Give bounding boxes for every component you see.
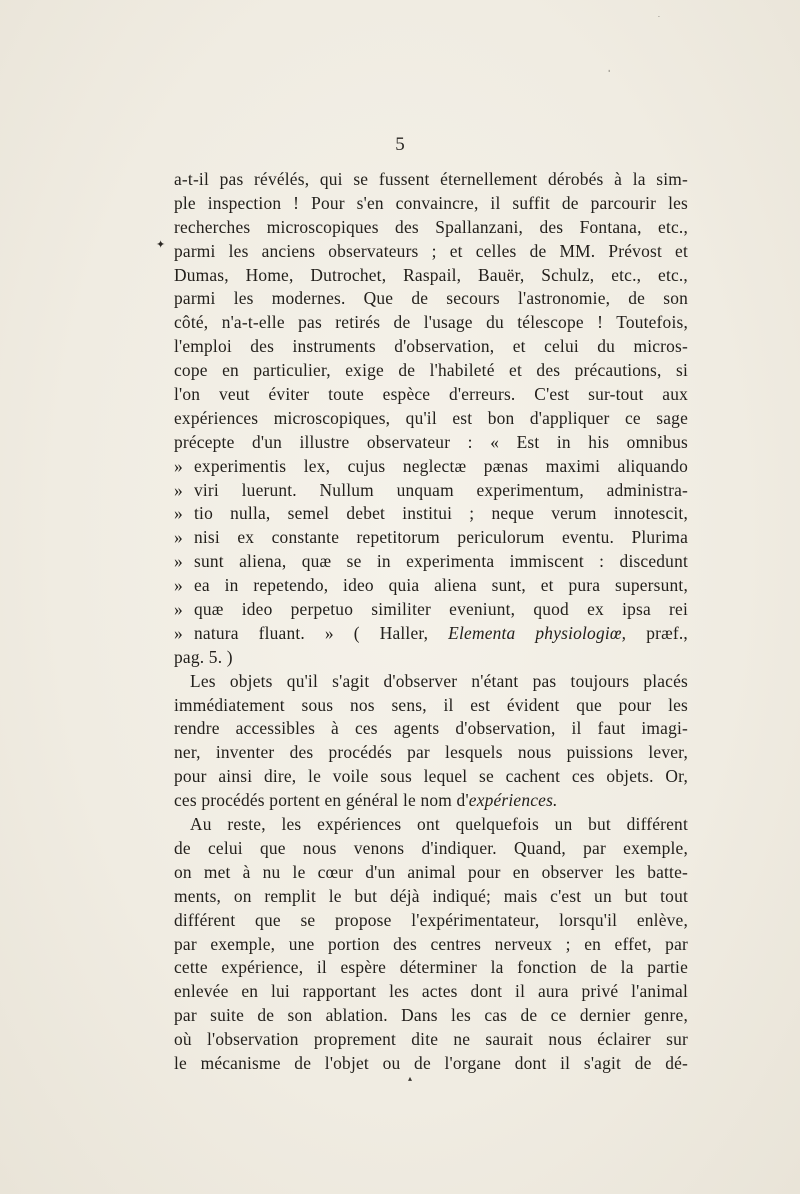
quote-line (174, 479, 688, 503)
citation-end: pag. 5. ) (174, 646, 233, 667)
quote-mark: » (174, 551, 183, 572)
quote-text: experimentis lex, cujus neglectæ pænas maximi aliquando (194, 455, 688, 476)
citation-before: natura fluant. » ( Haller, (194, 622, 429, 643)
text-line: où l'observation proprement dite ne saurait nous éclairer sur (174, 1029, 688, 1050)
text-line: immédiatement sous nos sens, il est évident que pour les (174, 694, 688, 715)
quote-mark: » (174, 599, 183, 620)
text-line: rendre accessibles à ces agents d'observation, il faut imagi- (174, 718, 688, 739)
text-line: recherches microscopiques des Spallanzani, des Fontana, etc., (174, 216, 688, 237)
quote-line (174, 455, 688, 479)
quote-line (174, 550, 688, 574)
citation-title: Elementa physiologiœ, (448, 622, 627, 643)
text-line: a-t-il pas révélés, qui se fussent éternellement dérobés à la sim- (174, 169, 688, 189)
text-line: Au reste, les expériences ont quelquefois un but différent (190, 814, 688, 835)
text-line: parmi les modernes. Que de secours l'astronomie, de son (174, 288, 688, 309)
quote-mark: » (174, 575, 183, 596)
quote-mark: » (174, 503, 183, 524)
body-text (174, 168, 688, 1076)
citation-text (194, 622, 688, 646)
text-line: précepte d'un illustre observateur : « Est in his omnibus (174, 431, 688, 452)
quote-text: quæ ideo perpetuo similiter eveniunt, quod ex ipsa rei (194, 599, 688, 620)
ink-speck: · (658, 14, 660, 21)
text-line: l'emploi des instruments d'observation, et celui du micros- (174, 336, 688, 357)
text-line: Les objets qu'il s'agit d'observer n'étant pas toujours placés (190, 670, 688, 691)
quote-line (174, 598, 688, 622)
quote-mark: » (174, 455, 183, 476)
quote-mark: » (174, 622, 183, 643)
quote-text: ea in repetendo, ideo quia aliena sunt, et pura supersunt, (194, 575, 688, 596)
quote-mark: » (174, 527, 183, 548)
text-line (174, 789, 688, 813)
text-line: différent que se propose l'expérimentateur, lorsqu'il enlève, (174, 909, 688, 930)
text-line: enlevée en lui rapportant les actes dont il aura privé l'animal (174, 981, 688, 1002)
text-line: par exemple, une portion des centres nerveux ; en effet, par (174, 933, 688, 954)
text-line: l'on veut éviter toute espèce d'erreurs. C'est sur-tout aux (174, 384, 688, 405)
quote-line (174, 526, 688, 550)
text-line: Dumas, Home, Dutrochet, Raspail, Bauër, Schulz, etc., etc., (174, 264, 688, 285)
page-number: 5 (395, 134, 405, 155)
text-line: expériences microscopiques, qu'il est bon d'appliquer ce sage (174, 407, 688, 428)
quote-line (174, 502, 688, 526)
text-line: côté, n'a-t-elle pas retirés de l'usage du télescope ! Toutefois, (174, 312, 688, 333)
text-line: pour ainsi dire, le voile sous lequel se cachent ces objets. Or, (174, 766, 688, 787)
quote-text: sunt aliena, quæ se in experimenta immiscent : discedunt (194, 551, 688, 572)
text-line: ments, on remplit le but déjà indiqué; mais c'est un but tout (174, 885, 688, 906)
quote-line (174, 574, 688, 598)
text-line: ple inspection ! Pour s'en convaincre, il suffit de parcourir les (174, 192, 688, 213)
text-line: cette expérience, il espère déterminer la fonction de la partie (174, 957, 688, 978)
citation-after: præf., (646, 622, 688, 643)
quote-text: tio nulla, semel debet institui ; neque verum innotescit, (194, 503, 688, 524)
ink-speck: ˌ (608, 64, 611, 73)
text-line: parmi les anciens observateurs ; et celles de MM. Prévost et (174, 240, 688, 261)
emphasized-term: expériences. (468, 790, 558, 811)
text-line: on met à nu le cœur d'un animal pour en observer les batte- (174, 861, 688, 882)
quote-text: viri luerunt. Nullum unquam experimentum, administra- (194, 479, 688, 500)
text-line: ner, inventer des procédés par lesquels nous puissions lever, (174, 742, 688, 763)
ink-speck: ▴ (408, 1074, 413, 1083)
quote-mark: » (174, 479, 183, 500)
margin-mark: ✦ (156, 238, 166, 251)
quote-text: nisi ex constante repetitorum periculorum eventu. Plurima (194, 527, 688, 548)
text-line: le mécanisme de l'objet ou de l'organe dont il s'agit de dé- (174, 1052, 688, 1073)
text-segment: ces procédés portent en général le nom d' (174, 790, 469, 811)
text-line: de celui que nous venons d'indiquer. Quand, par exemple, (174, 837, 688, 858)
text-line: cope en particulier, exige de l'habileté et des précautions, si (174, 360, 688, 381)
text-line: par suite de son ablation. Dans les cas de ce dernier genre, (174, 1005, 688, 1026)
citation-line (174, 622, 688, 646)
